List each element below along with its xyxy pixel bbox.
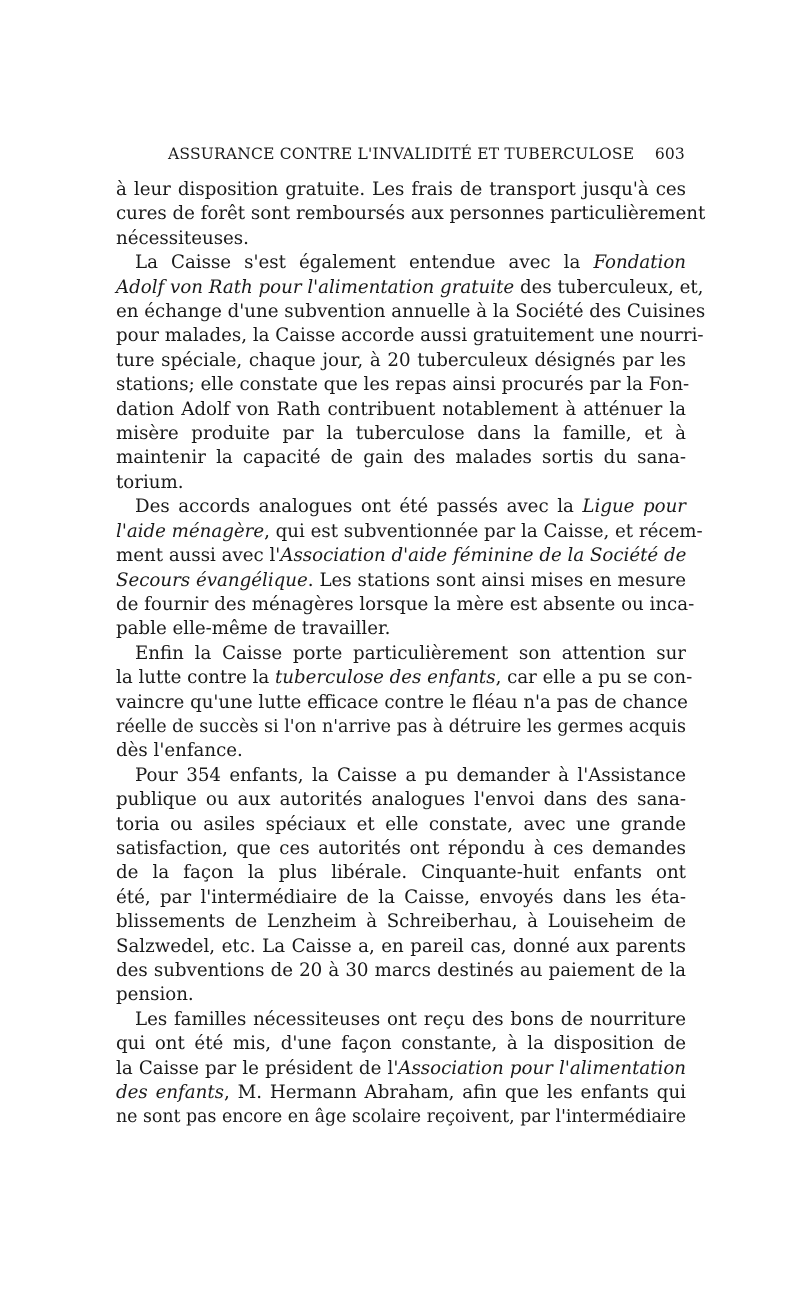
text-run: à leur disposition gratuite. Les frais de transport jusqu'à ces	[116, 179, 686, 200]
body-text	[116, 178, 706, 1130]
text-line	[116, 886, 686, 910]
text-line	[116, 837, 686, 861]
text-line	[116, 349, 686, 373]
text-run: Salzwedel, etc. La Caisse a, en pareil cas, donné aux parents	[116, 935, 686, 957]
italic-text: l'aide ménagère	[116, 520, 265, 542]
paragraph	[116, 495, 703, 641]
text-run: La Caisse s'est également entendue avec la	[135, 252, 594, 274]
italic-text: Association pour l'alimentation	[398, 1057, 687, 1079]
text-run: , qui est subventionnée par la Caisse, et récem-	[264, 520, 703, 542]
text-line	[116, 251, 686, 275]
paragraph	[116, 1008, 686, 1130]
italic-text: Ligue pour	[582, 496, 686, 518]
text-run: , car elle a pu se con-	[495, 667, 693, 689]
text-line	[116, 593, 695, 617]
text-line	[116, 446, 686, 470]
text-run: nécessiteuses.	[116, 227, 249, 249]
text-line	[116, 324, 704, 348]
text-run: des subventions de 20 à 30 marcs destinés au paiement de la	[116, 960, 686, 981]
text-line	[116, 178, 686, 202]
text-line	[116, 202, 706, 226]
text-run: , M. Hermann Abraham, afin que les enfants qui	[224, 1082, 686, 1104]
text-line	[116, 739, 686, 763]
text-run: été, par l'intermédiaire de la Caisse, envoyés dans les éta-	[116, 886, 686, 908]
text-line	[116, 910, 686, 934]
text-run: la lutte contre la	[116, 667, 275, 689]
paragraph	[116, 251, 706, 495]
text-run: dation Adolf von Rath contribuent notablement à atténuer la	[116, 398, 686, 420]
text-line	[116, 691, 686, 715]
text-line	[116, 764, 686, 788]
text-line	[116, 935, 686, 959]
text-line	[116, 666, 693, 690]
text-line	[116, 715, 686, 739]
text-run: pour malades, la Caisse accorde aussi gratuitement une nourri-	[116, 325, 704, 347]
text-line	[116, 642, 686, 666]
text-line	[116, 1081, 686, 1105]
text-run: cures de forêt sont remboursés aux personnes particulièrement	[116, 203, 706, 225]
italic-text: tuberculose des enfants	[274, 667, 496, 689]
text-line	[116, 520, 703, 544]
paragraph	[116, 764, 686, 1008]
text-run: des tuberculeux, et,	[514, 276, 704, 298]
text-run: publique ou aux autorités analogues l'envoi dans des sana-	[116, 789, 686, 811]
text-run: stations; elle constate que les repas ainsi procurés par la Fon-	[116, 374, 690, 396]
text-run: ture spéciale, chaque jour, à 20 tuberculeux désignés par les	[116, 349, 686, 371]
text-line	[116, 471, 686, 495]
text-line	[116, 1032, 686, 1056]
text-line	[116, 422, 686, 446]
text-line	[116, 788, 686, 812]
text-line	[116, 373, 690, 397]
text-run: ne sont pas encore en âge scolaire reçoivent, par l'intermédiaire	[116, 1107, 686, 1128]
text-run: satisfaction, que ces autorités ont répondu à ces demandes	[116, 837, 686, 859]
running-title: ASSURANCE CONTRE L'INVALIDITÉ ET TUBERCULOSE	[168, 145, 635, 163]
text-line	[116, 227, 686, 251]
text-line	[116, 1008, 686, 1032]
text-run: de la façon la plus libérale. Cinquante-huit enfants ont	[116, 862, 686, 884]
text-run: . Les stations sont ainsi mises en mesure	[307, 569, 686, 591]
text-run: torium.	[116, 471, 184, 493]
text-line	[116, 1057, 686, 1081]
italic-text: Secours évangélique	[116, 569, 308, 591]
text-line	[116, 398, 686, 422]
text-line	[116, 544, 686, 568]
text-run: pension.	[116, 984, 194, 1006]
text-run: Enfin la Caisse porte particulièrement son attention sur	[135, 642, 686, 664]
text-run: ment aussi avec l'	[116, 545, 281, 567]
text-line	[116, 813, 686, 837]
italic-text: Adolf von Rath pour l'alimentation gratuite	[116, 276, 515, 298]
text-run: en échange d'une subvention annuelle à la Société des Cuisines	[116, 301, 706, 323]
page-number: 603	[654, 145, 685, 163]
text-line	[116, 959, 686, 983]
text-run: Pour 354 enfants, la Caisse a pu demander à l'Assistance	[135, 764, 686, 786]
italic-text: des enfants	[116, 1082, 224, 1104]
text-run: maintenir la capacité de gain des malades sortis du sana-	[116, 447, 686, 469]
text-line	[116, 276, 704, 300]
text-run: toria ou asiles spéciaux et elle constate, avec une grande	[116, 813, 686, 835]
paragraph	[116, 178, 706, 251]
text-line	[116, 569, 686, 593]
text-line	[116, 617, 686, 641]
text-run: Des accords analogues ont été passés avec la	[135, 496, 583, 518]
text-run: blissements de Lenzheim à Schreiberhau, à Louiseheim de	[116, 911, 686, 933]
text-run: de fournir des ménagères lorsque la mère est absente ou inca-	[116, 593, 695, 615]
text-run: misère produite par la tuberculose dans la famille, et à	[116, 423, 686, 445]
italic-text: Fondation	[593, 252, 686, 274]
text-run: la Caisse par le président de l'	[116, 1057, 399, 1079]
text-line	[116, 300, 706, 324]
text-line	[116, 495, 686, 519]
italic-text: Association d'aide féminine de la Société de	[280, 545, 687, 567]
running-header	[168, 143, 685, 165]
paragraph	[116, 642, 693, 764]
text-run: pable elle-même de travailler.	[116, 618, 391, 640]
text-run: réelle de succès si l'on n'arrive pas à détruire les germes acquis	[116, 716, 686, 737]
text-line	[116, 1105, 686, 1129]
text-run: qui ont été mis, d'une façon constante, à la disposition de	[116, 1033, 686, 1055]
text-line	[116, 861, 686, 885]
text-run: Les familles nécessiteuses ont reçu des bons de nourriture	[135, 1008, 686, 1030]
text-run: dès l'enfance.	[116, 740, 243, 762]
text-line	[116, 983, 686, 1007]
text-run: vaincre qu'une lutte efficace contre le fléau n'a pas de chance	[116, 691, 688, 713]
